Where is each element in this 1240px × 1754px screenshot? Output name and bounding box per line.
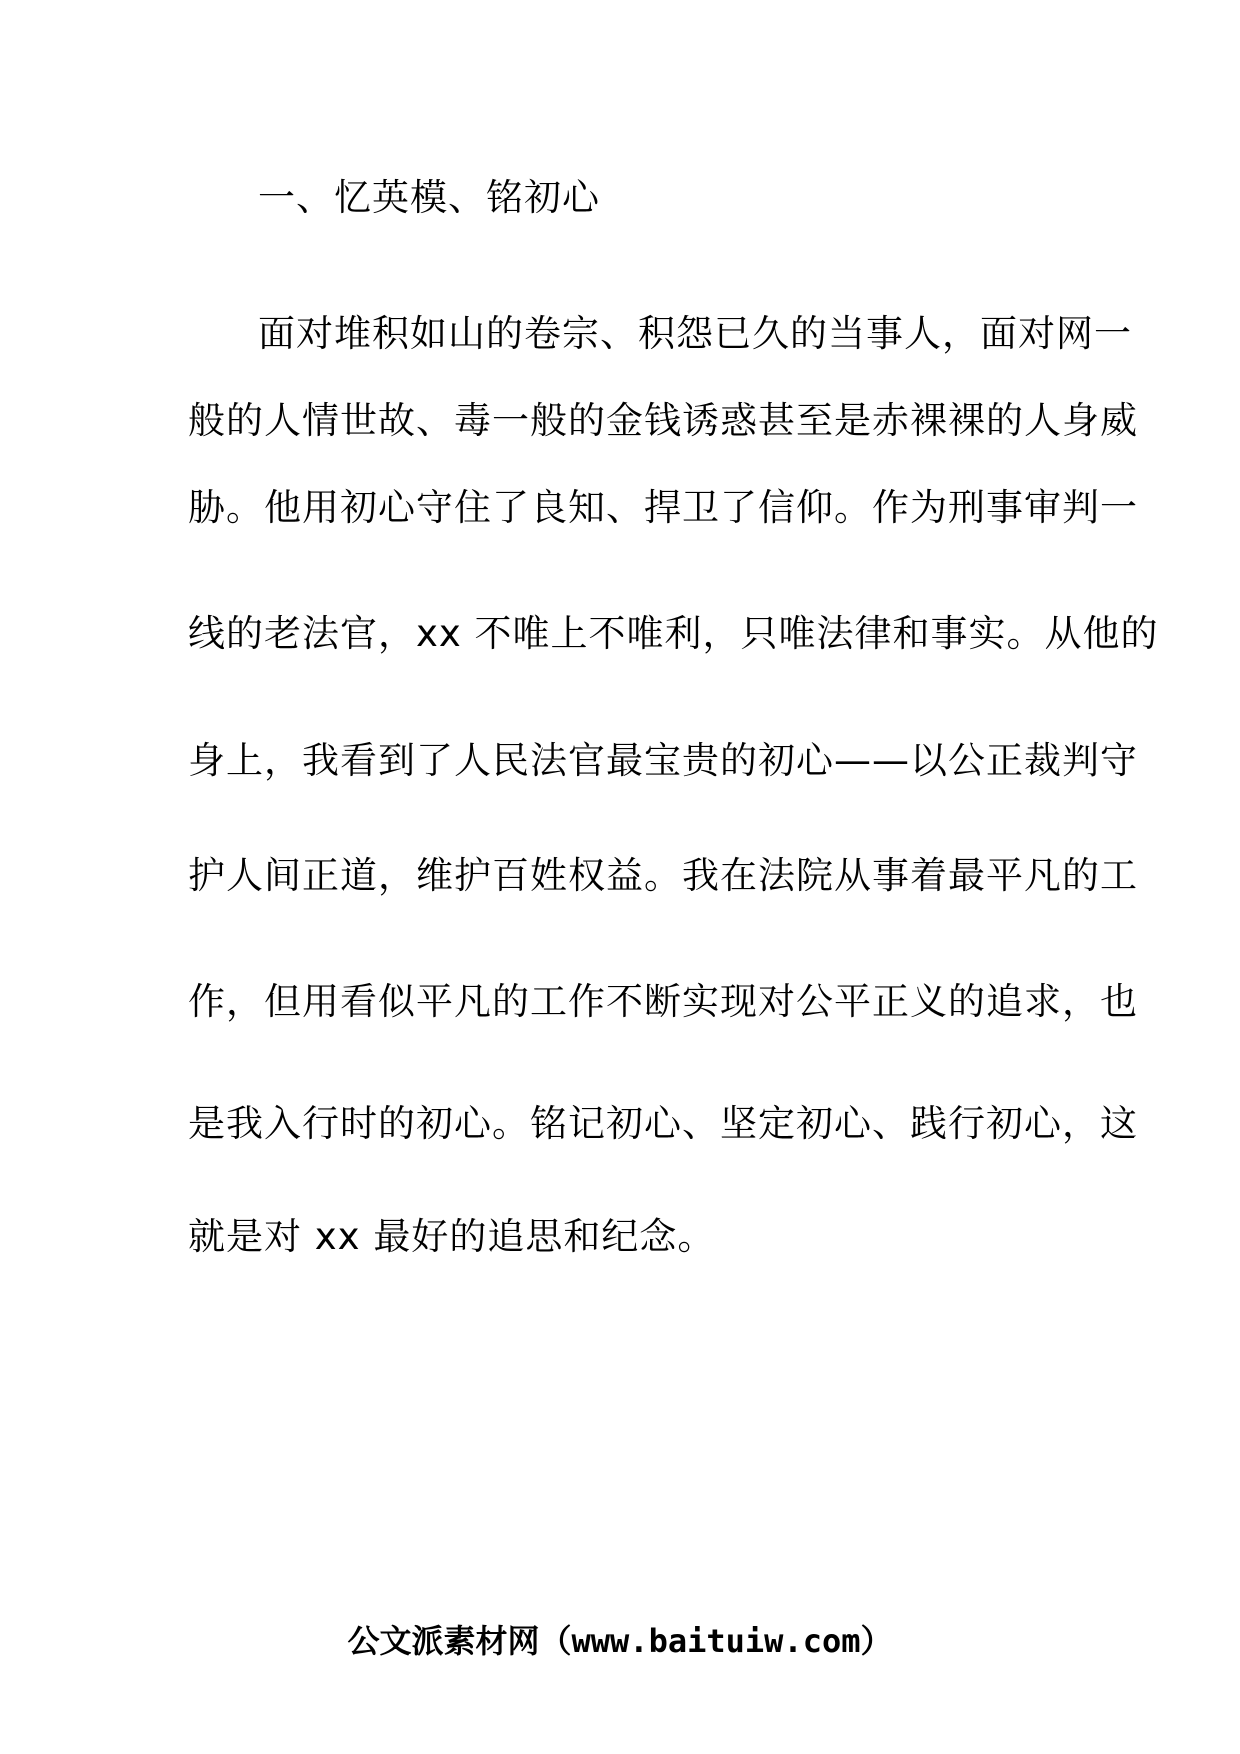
section-heading: 一、忆英模、铭初心 xyxy=(258,176,600,219)
paragraph-line: 线的老法官，xx 不唯上不唯利，只唯法律和事实。从他的 xyxy=(188,612,1159,655)
paragraph-line: 身上，我看到了人民法官最宝贵的初心——以公正裁判守 xyxy=(188,739,1138,782)
paragraph-line: 是我入行时的初心。铭记初心、坚定初心、践行初心，这 xyxy=(188,1102,1138,1145)
footer-source xyxy=(0,1616,1240,1666)
paragraph-line: 面对堆积如山的卷宗、积怨已久的当事人，面对网一 xyxy=(258,312,1132,355)
paragraph-line: 作，但用看似平凡的工作不断实现对公平正义的追求，也 xyxy=(188,980,1138,1023)
paragraph-line: 胁。他用初心守住了良知、捍卫了信仰。作为刑事审判一 xyxy=(188,486,1138,529)
footer-url: （www.baituiw.com） xyxy=(539,1622,893,1660)
footer-site-name: 公文派素材网 xyxy=(347,1622,540,1660)
paragraph-line: 就是对 xx 最好的追思和纪念。 xyxy=(188,1215,716,1258)
paragraph-line: 护人间正道，维护百姓权益。我在法院从事着最平凡的工 xyxy=(188,854,1138,897)
paragraph-line: 般的人情世故、毒一般的金钱诱惑甚至是赤裸裸的人身威 xyxy=(188,399,1138,442)
